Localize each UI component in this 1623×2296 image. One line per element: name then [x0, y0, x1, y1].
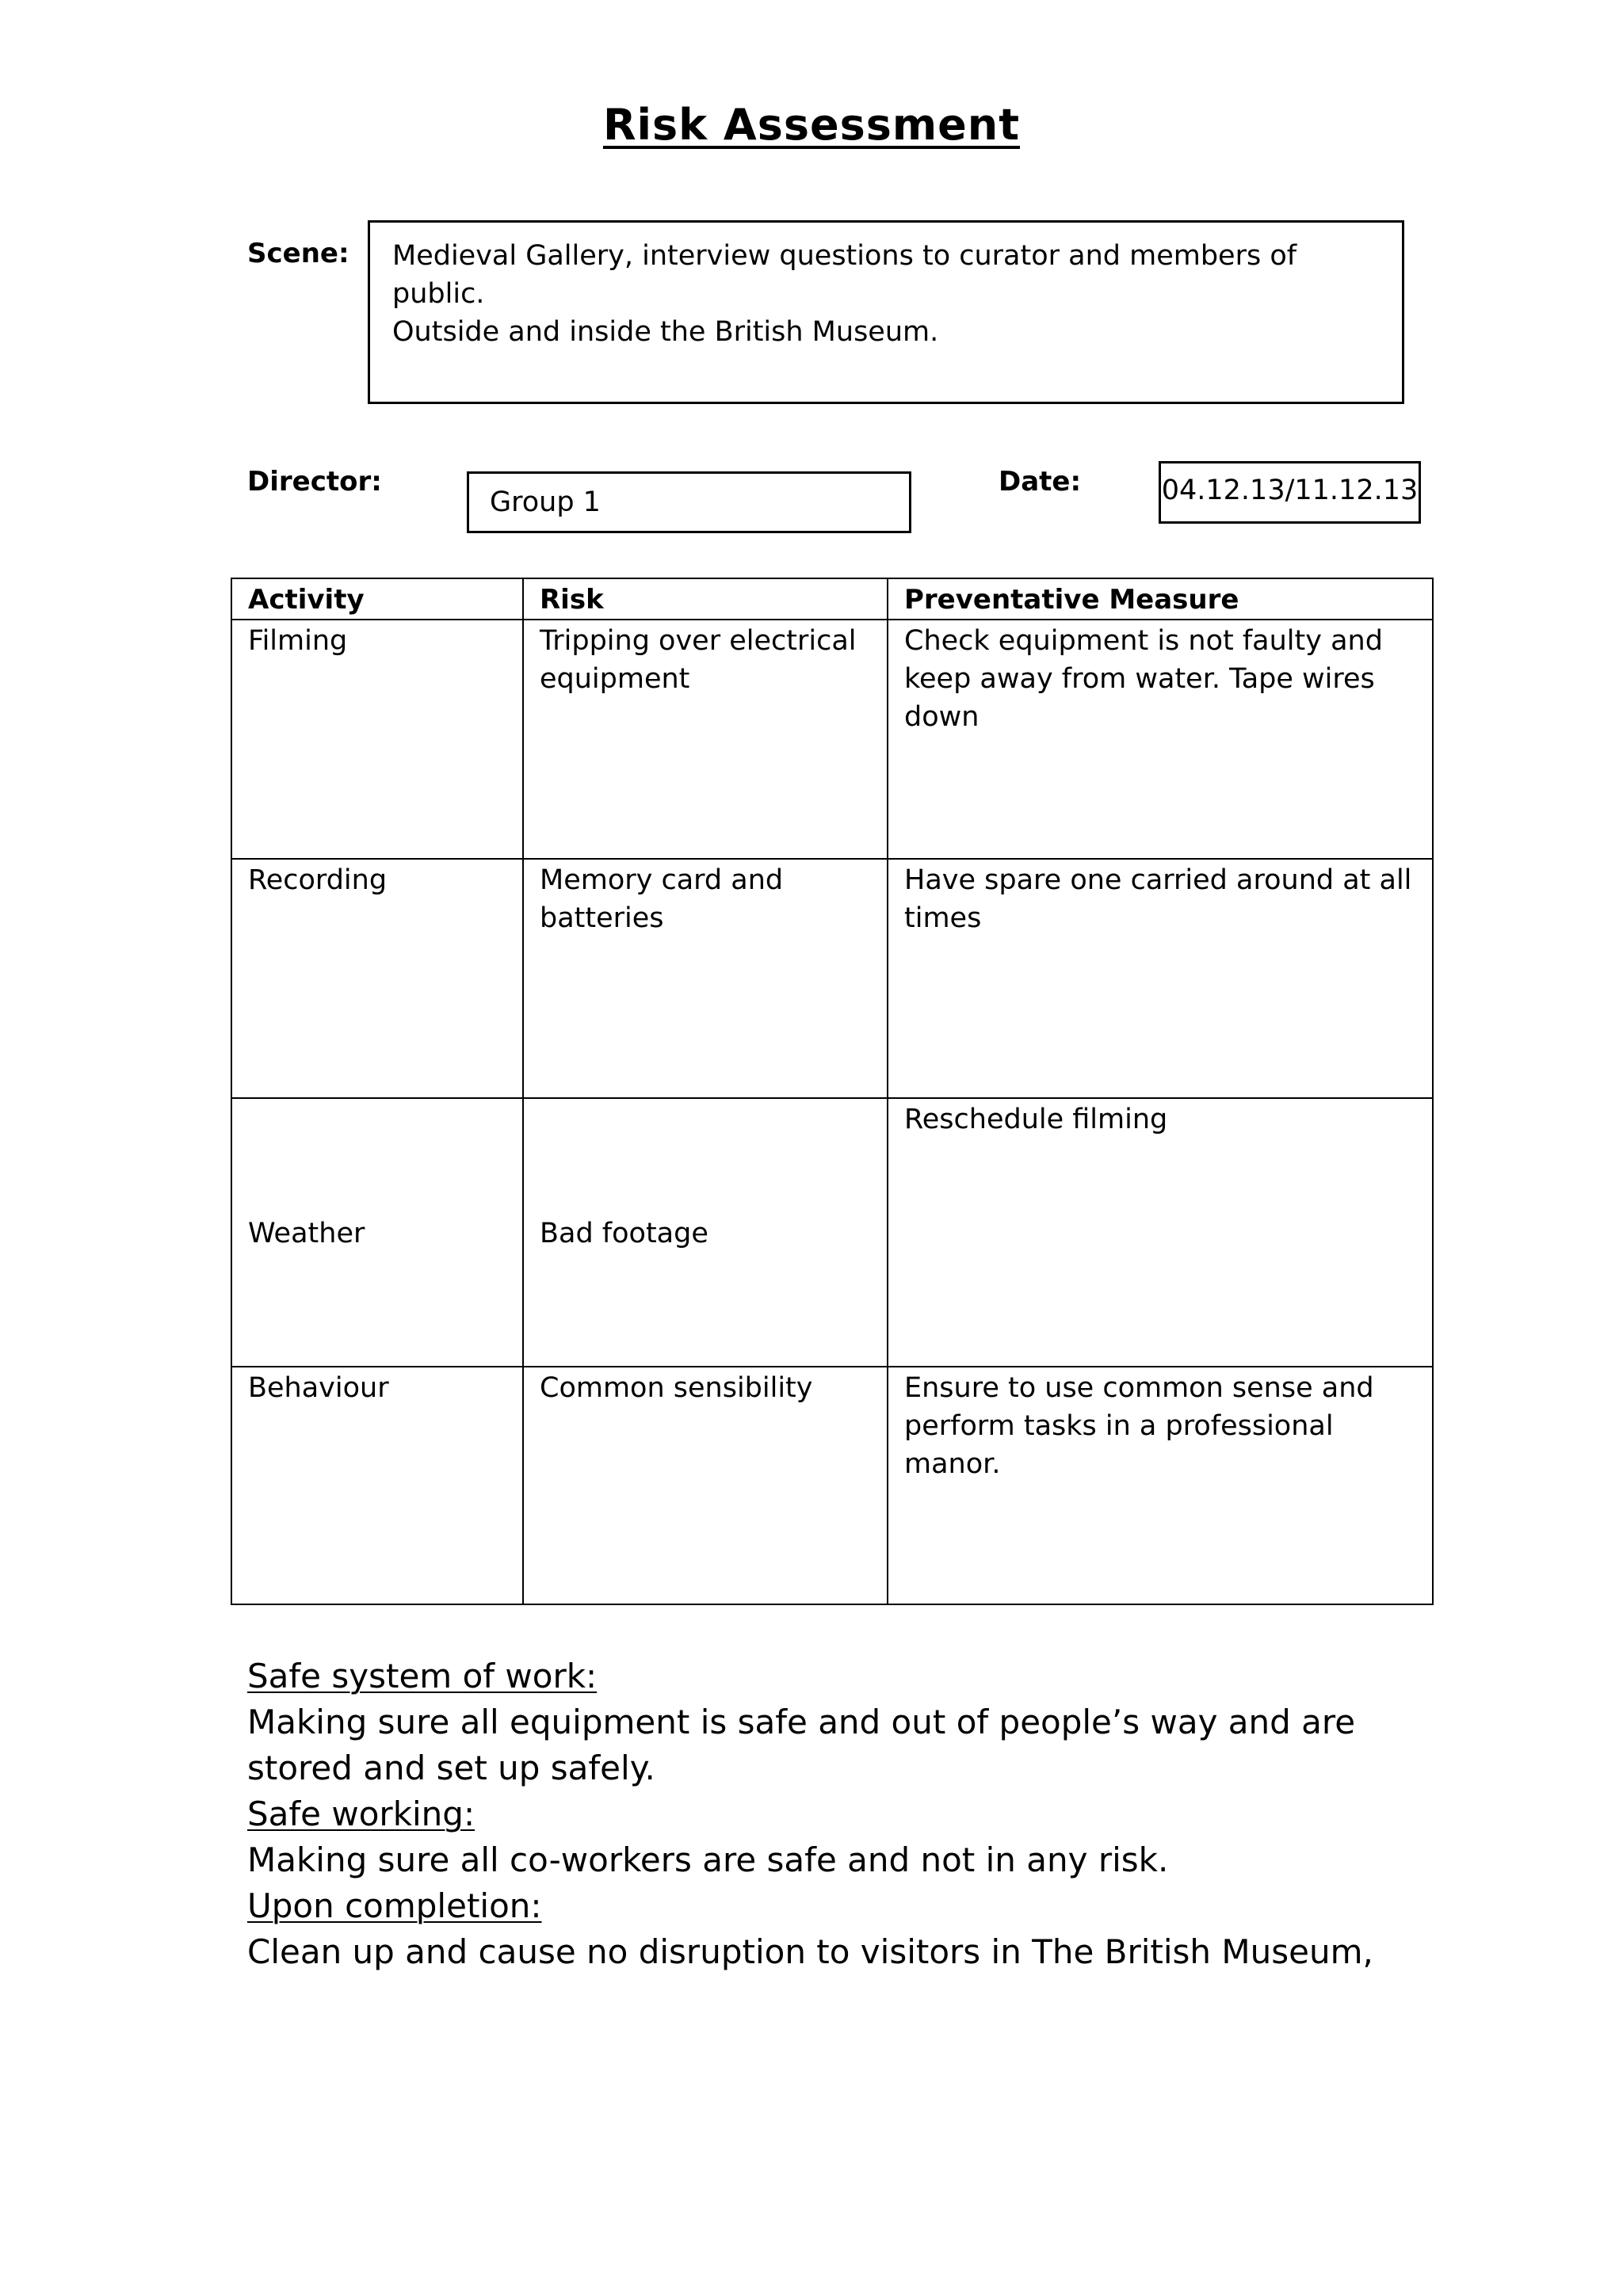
risk-cell: Common sensibility: [523, 1367, 888, 1604]
measure-cell: Have spare one carried around at all times: [888, 859, 1433, 1098]
activity-cell: Filming: [231, 620, 523, 859]
safe-working-heading: Safe working:: [247, 1794, 475, 1833]
table-row: [231, 1098, 1433, 1367]
table-row: [231, 620, 1433, 859]
completion-heading: Upon completion:: [247, 1886, 542, 1925]
risk-cell: Tripping over electrical equipment: [523, 620, 888, 859]
table-header-row: [231, 578, 1433, 620]
safe-system-heading: Safe system of work:: [247, 1657, 598, 1695]
scene-box: [368, 220, 1404, 404]
director-value: Group 1: [490, 486, 601, 518]
director-label: Director:: [247, 466, 382, 498]
risk-cell: Memory card and batteries: [523, 859, 888, 1098]
risk-cell: Bad footage: [523, 1098, 888, 1367]
table-row: [231, 1367, 1433, 1604]
date-label: Date:: [999, 466, 1082, 498]
director-box: [467, 471, 911, 533]
date-value: 04.12.13/11.12.13: [1161, 475, 1419, 506]
measure-cell: Check equipment is not faulty and keep away from water. Tape wires down: [888, 620, 1433, 859]
notes-section: [247, 1653, 1436, 1975]
completion-text: Clean up and cause no disruption to visitors in The British Museum,: [247, 1932, 1373, 1971]
table-row: [231, 859, 1433, 1098]
measure-cell: Ensure to use common sense and perform tasks in a professional manor.: [888, 1367, 1433, 1604]
date-box: [1159, 461, 1421, 524]
risk-table: [231, 578, 1434, 1605]
scene-line-1: Medieval Gallery, interview questions to curator and members of public.: [392, 240, 1297, 310]
safe-working-text: Making sure all co-workers are safe and not in any risk.: [247, 1840, 1169, 1879]
measure-cell: Reschedule filming: [888, 1098, 1433, 1367]
scene-label: Scene:: [247, 238, 349, 269]
safe-system-text: Making sure all equipment is safe and out of people’s way and are stored and set up safely.: [247, 1703, 1356, 1787]
header-measure: Preventative Measure: [888, 578, 1433, 620]
activity-cell: Weather: [231, 1098, 523, 1367]
header-activity: Activity: [231, 578, 523, 620]
activity-cell: Recording: [231, 859, 523, 1098]
scene-line-2: Outside and inside the British Museum.: [392, 316, 939, 348]
header-risk: Risk: [523, 578, 888, 620]
activity-cell: Behaviour: [231, 1367, 523, 1604]
page-title: Risk Assessment: [602, 100, 1021, 150]
